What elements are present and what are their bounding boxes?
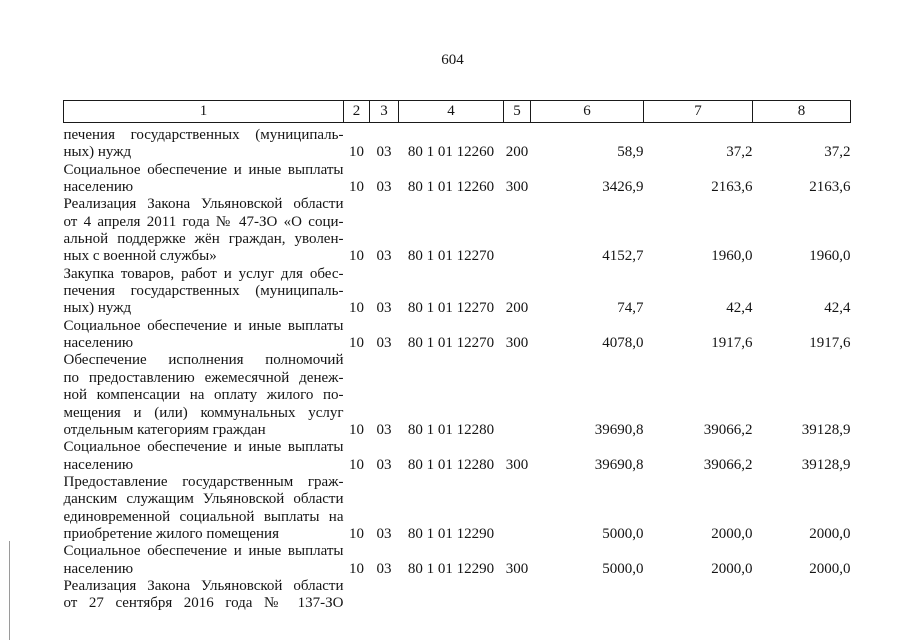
cell-col-3: 03 bbox=[376, 421, 392, 438]
cell-col-2: 10 bbox=[349, 248, 364, 265]
cell-col-5 bbox=[504, 474, 531, 543]
cell-col-4: 80 1 01 12270 bbox=[407, 248, 495, 265]
cell-col-7: 1917,6 bbox=[711, 335, 753, 352]
description-line: данским служащим Ульяновской области bbox=[63, 491, 344, 508]
cell-col-8: 42,4 bbox=[824, 300, 851, 317]
description-line: Социальное обеспечение и иные выплаты bbox=[63, 439, 344, 456]
description-line: ных) нужд bbox=[63, 300, 132, 317]
cell-col-4: 80 1 01 12270 bbox=[407, 335, 495, 352]
description-line: приобретение жилого помещения bbox=[63, 525, 279, 542]
cell-col-4: 80 1 01 12290 bbox=[407, 560, 495, 577]
description-line: мещения и (или) коммунальных услуг bbox=[63, 404, 344, 421]
cell-col-2: 10 bbox=[349, 525, 364, 542]
cell-col-4 bbox=[399, 578, 504, 613]
cell-col-2: 10 bbox=[349, 144, 364, 161]
description-line: населению bbox=[63, 456, 134, 473]
cell-col-3: 03 bbox=[376, 456, 392, 473]
cell-col-8: 39128,9 bbox=[801, 421, 851, 438]
cell-col-4: 80 1 01 12270 bbox=[407, 300, 495, 317]
description-line: печения государственных (муниципаль- bbox=[63, 127, 344, 143]
cell-col-6: 5000,0 bbox=[602, 525, 644, 542]
cell-col-3: 03 bbox=[376, 560, 392, 577]
cell-col-7: 42,4 bbox=[726, 300, 753, 317]
cell-col-8: 2163,6 bbox=[809, 179, 851, 196]
table-row bbox=[64, 123, 851, 162]
description-line: Реализация Закона Ульяновской области bbox=[63, 577, 344, 594]
row-description bbox=[64, 162, 344, 197]
cell-col-6: 4152,7 bbox=[602, 248, 644, 265]
cell-col-8: 2000,0 bbox=[809, 525, 851, 542]
description-line: Социальное обеспечение и иные выплаты bbox=[63, 161, 344, 178]
table-row bbox=[64, 439, 851, 474]
cell-col-8: 1960,0 bbox=[809, 248, 851, 265]
description-line: единовременной социальной выплаты на bbox=[63, 508, 344, 525]
cell-col-4: 80 1 01 12260 bbox=[407, 144, 495, 161]
cell-col-6: 58,9 bbox=[617, 144, 644, 161]
cell-col-5 bbox=[504, 578, 531, 613]
table-row bbox=[64, 543, 851, 578]
cell-col-2: 10 bbox=[349, 335, 364, 352]
description-line: Закупка товаров, работ и услуг для обес- bbox=[63, 265, 344, 282]
description-line: Предоставление государственным граж- bbox=[63, 473, 344, 490]
cell-col-5: 200 bbox=[505, 144, 529, 161]
cell-col-8 bbox=[753, 578, 851, 613]
column-header-3: 3 bbox=[370, 101, 399, 123]
cell-col-6: 39690,8 bbox=[594, 421, 644, 438]
description-line: Обеспечение исполнения полномочий bbox=[63, 352, 344, 369]
cell-col-3: 03 bbox=[376, 179, 392, 196]
budget-table bbox=[63, 100, 851, 613]
cell-col-3 bbox=[370, 578, 399, 613]
column-header-6: 6 bbox=[531, 101, 644, 123]
description-line: от 4 апреля 2011 года № 47-ЗО «О соци- bbox=[63, 213, 344, 230]
cell-col-5 bbox=[504, 196, 531, 265]
description-line: населению bbox=[63, 560, 134, 577]
cell-col-2: 10 bbox=[349, 456, 364, 473]
scan-edge-line bbox=[9, 541, 10, 640]
row-description bbox=[64, 474, 344, 543]
cell-col-7 bbox=[644, 578, 753, 613]
cell-col-7: 39066,2 bbox=[703, 421, 753, 438]
table-row bbox=[64, 162, 851, 197]
description-line: печения государственных (муниципаль- bbox=[63, 283, 344, 300]
cell-col-4: 80 1 01 12260 bbox=[407, 179, 495, 196]
table-row bbox=[64, 352, 851, 439]
cell-col-5: 300 bbox=[505, 179, 529, 196]
description-line: населению bbox=[63, 179, 134, 196]
column-header-2: 2 bbox=[344, 101, 370, 123]
cell-col-5: 300 bbox=[505, 560, 529, 577]
cell-col-2: 10 bbox=[349, 300, 364, 317]
cell-col-5 bbox=[504, 352, 531, 439]
description-line: Социальное обеспечение и иные выплаты bbox=[63, 317, 344, 334]
cell-col-3: 03 bbox=[376, 300, 392, 317]
cell-col-3: 03 bbox=[376, 335, 392, 352]
row-description bbox=[64, 543, 344, 578]
cell-col-7: 2000,0 bbox=[711, 525, 753, 542]
cell-col-5: 200 bbox=[505, 300, 529, 317]
header-row bbox=[64, 101, 851, 123]
row-description bbox=[64, 196, 344, 265]
cell-col-2: 10 bbox=[349, 421, 364, 438]
description-line: ной компенсации на оплату жилого по- bbox=[63, 387, 344, 404]
column-header-7: 7 bbox=[644, 101, 753, 123]
description-line: Социальное обеспечение и иные выплаты bbox=[63, 543, 344, 560]
description-line: отдельным категориям граждан bbox=[63, 421, 266, 438]
cell-col-4: 80 1 01 12290 bbox=[407, 525, 495, 542]
table-row bbox=[64, 578, 851, 613]
description-line: альной поддержке жён граждан, уволен- bbox=[63, 231, 344, 248]
cell-col-6: 3426,9 bbox=[602, 179, 644, 196]
description-line: Реализация Закона Ульяновской области bbox=[63, 196, 344, 213]
cell-col-2: 10 bbox=[349, 560, 364, 577]
cell-col-3: 03 bbox=[376, 144, 392, 161]
cell-col-2 bbox=[344, 578, 370, 613]
cell-col-6: 74,7 bbox=[617, 300, 644, 317]
cell-col-7: 39066,2 bbox=[703, 456, 753, 473]
cell-col-8: 37,2 bbox=[824, 144, 851, 161]
cell-col-7: 37,2 bbox=[726, 144, 753, 161]
cell-col-7: 2000,0 bbox=[711, 560, 753, 577]
description-line: от 27 сентября 2016 года № 137-ЗО bbox=[63, 595, 344, 612]
description-line: ных с военной службы» bbox=[63, 248, 217, 265]
cell-col-5: 300 bbox=[505, 456, 529, 473]
cell-col-3: 03 bbox=[376, 525, 392, 542]
cell-col-8: 39128,9 bbox=[801, 456, 851, 473]
cell-col-5: 300 bbox=[505, 335, 529, 352]
row-description bbox=[64, 352, 344, 439]
cell-col-7: 1960,0 bbox=[711, 248, 753, 265]
description-line: населению bbox=[63, 335, 134, 352]
column-header-8: 8 bbox=[753, 101, 851, 123]
column-header-5: 5 bbox=[504, 101, 531, 123]
cell-col-6: 39690,8 bbox=[594, 456, 644, 473]
column-header-4: 4 bbox=[399, 101, 504, 123]
cell-col-2: 10 bbox=[349, 179, 364, 196]
description-line: ных) нужд bbox=[63, 144, 132, 161]
cell-col-6: 4078,0 bbox=[602, 335, 644, 352]
cell-col-6: 5000,0 bbox=[602, 560, 644, 577]
table-row bbox=[64, 318, 851, 353]
row-description bbox=[64, 318, 344, 353]
row-description bbox=[64, 578, 344, 613]
cell-col-4: 80 1 01 12280 bbox=[407, 456, 495, 473]
cell-col-4: 80 1 01 12280 bbox=[407, 421, 495, 438]
row-description bbox=[64, 123, 344, 162]
table-row bbox=[64, 266, 851, 318]
table-row bbox=[64, 474, 851, 543]
row-description bbox=[64, 266, 344, 318]
cell-col-8: 2000,0 bbox=[809, 560, 851, 577]
cell-col-7: 2163,6 bbox=[711, 179, 753, 196]
description-line: по предоставлению ежемесячной денеж- bbox=[63, 369, 344, 386]
cell-col-6 bbox=[531, 578, 644, 613]
column-header-1: 1 bbox=[64, 101, 344, 123]
row-description bbox=[64, 439, 344, 474]
table-row bbox=[64, 196, 851, 265]
cell-col-8: 1917,6 bbox=[809, 335, 851, 352]
cell-col-3: 03 bbox=[376, 248, 392, 265]
page-number: 604 bbox=[441, 52, 464, 68]
